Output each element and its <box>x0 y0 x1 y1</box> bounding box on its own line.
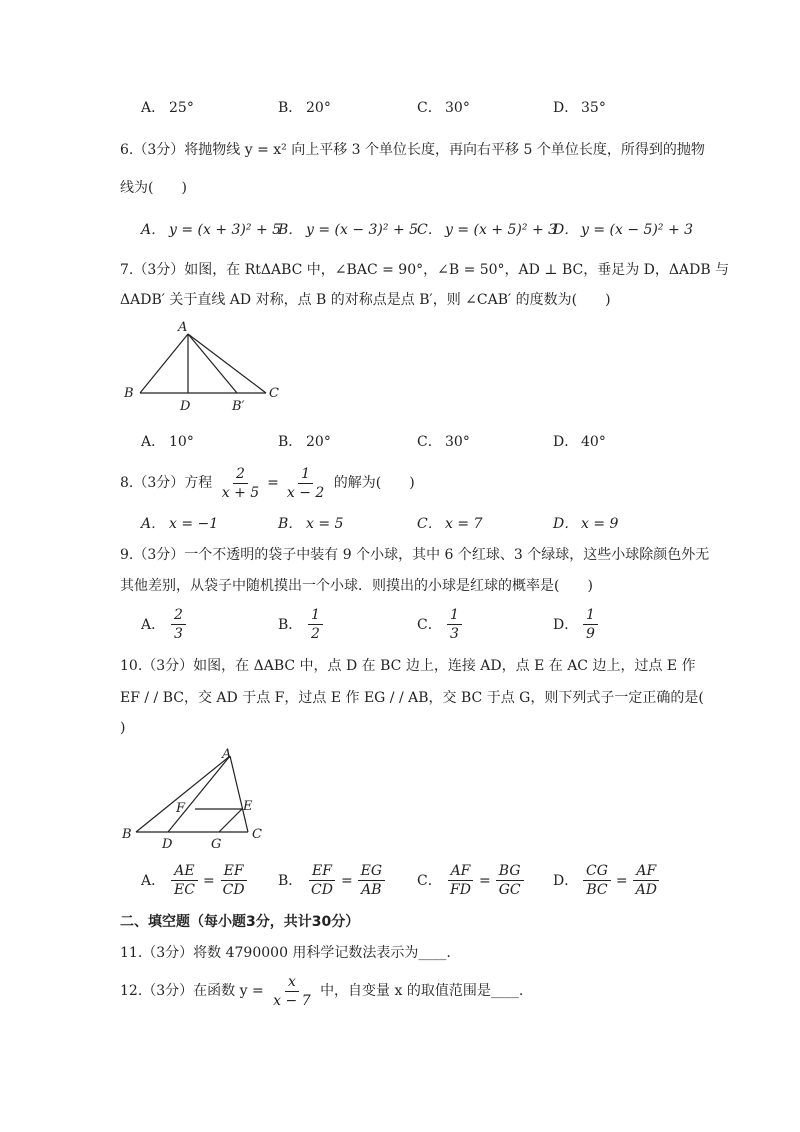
q6-options <box>141 220 741 260</box>
section2-title: 二、填空题（每小题3分，共计30分） <box>120 914 360 930</box>
q9-option-c: C． $\frac{1}{3}$ <box>417 606 464 643</box>
q11-stem: 11.（3分）将数 4790000 用科学记数法表示为____. <box>120 945 451 961</box>
q6-stem-line2: 线为( ) <box>120 180 187 196</box>
q8-lhs-fraction: $\frac{2}{x + 5}$ <box>221 465 260 501</box>
q10-label-c: C <box>252 827 262 842</box>
q10-label-f: F <box>176 801 186 816</box>
q12-stem: 12.（3分）在函数 y = $\frac{x}{x - 7}$ 中，自变量 x 的取值范围是____. <box>120 973 524 1009</box>
q7-figure <box>118 318 288 413</box>
q8-stem: 8.（3分）方程 $\frac{2}{x + 5}$ = $\frac{1}{x - 2}$ 的解为( ) <box>120 465 415 501</box>
q7-label-c: C <box>269 386 279 401</box>
q10-option-d: D． $\frac{CG}{BC}$ = $\frac{AF}{AD}$ <box>553 862 662 899</box>
q5-option-b: B． 20° <box>278 100 331 116</box>
q7-option-a: A． 10° <box>141 434 194 450</box>
q10-options <box>141 862 741 902</box>
q10-label-e: E <box>243 799 253 814</box>
q7-stem-line2: ΔADB′ 关于直线 AD 对称，点 B 的对称点是点 B′，则 ∠CAB′ 的度数为( ) <box>120 292 611 308</box>
q10-stem-line3: ) <box>120 720 126 736</box>
q8-option-c: C． x = 7 <box>417 516 483 532</box>
q7-option-d: D． 40° <box>553 434 606 450</box>
q9-options <box>141 606 741 646</box>
q9-stem-line1: 9.（3分）一个不透明的袋子中装有 9 个小球，其中 6 个红球、3 个绿球，这些小球除颜色外无 <box>120 547 710 563</box>
q9-option-b: B． $\frac{1}{2}$ <box>278 606 325 643</box>
q10-option-a: A． $\frac{AE}{EC}$ = $\frac{EF}{CD}$ <box>141 863 245 898</box>
q10-label-b: B <box>122 827 132 842</box>
q6-option-d: D． y = (x − 5)² + 3 <box>553 222 694 238</box>
q6-stem-line1: 6.（3分）将抛物线 y = x² 向上平移 3 个单位长度，再向右平移 5 个单位长度，所得到的抛物 <box>120 142 705 158</box>
q7-label-a: A <box>178 320 188 335</box>
q5-options <box>141 98 741 138</box>
q9-option-d: D． $\frac{1}{9}$ <box>553 606 600 643</box>
q8-option-a: A． x = −1 <box>141 516 219 532</box>
q10-stem-line2: EF / / BC，交 AD 于点 F，过点 E 作 EG / / AB，交 BC 于点 G，则下列式子一定正确的是( <box>120 690 704 706</box>
q7-option-c: C． 30° <box>417 434 470 450</box>
q10-stem-line1: 10.（3分）如图，在 ΔABC 中，点 D 在 BC 边上，连接 AD，点 E 在 AC 边上，过点 E 作 <box>120 658 696 674</box>
q9-option-a: A． $\frac{2}{3}$ <box>141 606 188 643</box>
q10-label-a: A <box>222 747 232 762</box>
q10-figure <box>118 746 268 851</box>
q12-fraction: $\frac{x}{x - 7}$ <box>273 973 311 1009</box>
q8-rhs-fraction: $\frac{1}{x - 2}$ <box>286 465 325 501</box>
q5-option-a: A． 25° <box>141 100 194 116</box>
q9-stem-line2: 其他差别，从袋子中随机摸出一个小球．则摸出的小球是红球的概率是( ) <box>120 578 593 594</box>
q10-label-g: G <box>211 837 222 851</box>
q6-option-c: C． y = (x + 5)² + 3 <box>417 222 558 238</box>
q10-option-c: C． $\frac{AF}{FD}$ = $\frac{BG}{GC}$ <box>417 862 526 899</box>
q6-option-b: B． y = (x − 3)² + 5 <box>278 222 419 238</box>
q7-label-b: B <box>124 386 134 401</box>
q7-option-b: B． 20° <box>278 434 331 450</box>
q10-option-b: B． $\frac{EF}{CD}$ = $\frac{EG}{AB}$ <box>278 862 387 899</box>
q7-label-b-prime: B′ <box>232 399 245 413</box>
q5-option-c: C． 30° <box>417 100 470 116</box>
q7-label-d: D <box>180 399 191 413</box>
q7-stem-line1: 7.（3分）如图，在 RtΔABC 中，∠BAC = 90°，∠B = 50°，AD ⊥ BC，垂足为 D，ΔADB 与 <box>120 262 730 278</box>
q8-option-d: D． x = 9 <box>553 516 619 532</box>
q6-option-a: A． y = (x + 3)² + 5 <box>141 222 282 238</box>
q5-option-d: D． 35° <box>553 100 606 116</box>
q10-label-d: D <box>162 837 173 851</box>
q8-option-b: B． x = 5 <box>278 516 344 532</box>
